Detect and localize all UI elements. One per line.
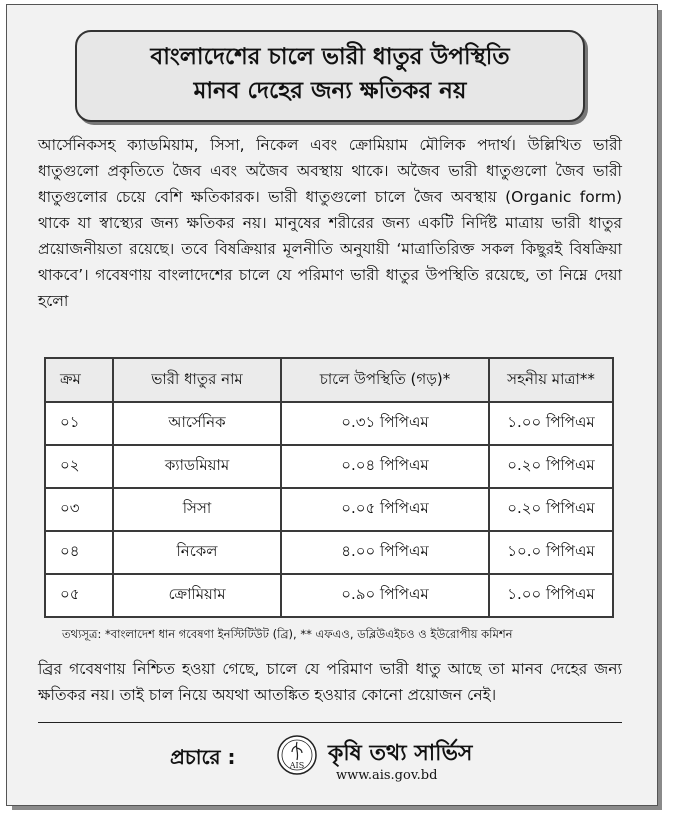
promo-label: প্রচারে : [170,745,236,769]
table-header-row [45,358,613,402]
intro-paragraph: আর্সেনিকসহ ক্যাডমিয়াম, সিসা, নিকেল এবং ক্রোমিয়াম মৌলিক পদার্থ। উল্লিখিত ভারী ধাতুগুলো প্রকৃতিতে জৈব এবং অজৈব অবস্থায় থাকে। অজৈব ভারী ধাতুগুলো জৈব ভারী ধাতুগুলোর চেয়ে বেশি ক্ষতিকারক। ভারী ধাতুগুলো চালে জৈব অবস্থায় (Organic form) থাকে যা স্বাস্থ্যের জন্য ক্ষতিকর নয়। মানুষের শরীরের জন্য একটি নির্দিষ্ট মাত্রায় ভারী ধাতুর প্রয়োজনীয়তা রয়েছে। তবে বিষক্রিয়ার মূলনীতি অনুযায়ী ‘মাত্রাতিরিক্ত সকল কিছুরই বিষক্রিয়া থাকবে’। গবেষণায় বাংলাদেশের চালে যে পরিমাণ ভারী ধাতুর উপস্থিতি রয়েছে, তা নিম্নে দেয়া হলো [38,136,622,310]
header-serial: ক্রম [45,358,113,402]
cell-limit: ০.২০ পিপিএম [489,488,613,531]
cell-limit: ০.২০ পিপিএম [489,445,613,488]
organization-name: কৃষি তথ্য সার্ভিস [328,741,473,766]
header-metal-name: ভারী ধাতুর নাম [113,358,281,402]
header-presence-in-rice: চালে উপস্থিতি (গড়)* [281,358,489,402]
header-tolerable-limit: সহনীয় মাত্রা** [489,358,613,402]
table-row [45,445,613,488]
cell-limit: ১.০০ পিপিএম [489,574,613,617]
headline-line-1: বাংলাদেশের চালে ভারী ধাতুর উপস্থিতি [150,44,510,70]
table-row [45,488,613,531]
table-row [45,402,613,445]
source-note: তথ্যসূত্র: *বাংলাদেশ ধান গবেষণা ইনস্টিটিউট (ব্রি), ** এফএও, ডব্লিউএইচও ও ইউরোপীয় কমিশন [62,627,513,641]
logo-text: AIS [289,761,305,770]
cell-presence: ০.৯০ পিপিএম [281,574,489,617]
cell-presence: ০.০৫ পিপিএম [281,488,489,531]
footer-divider [38,722,622,723]
table-row [45,574,613,617]
heavy-metals-table [44,357,614,618]
headline-box [75,30,585,122]
ais-logo-icon [276,734,318,776]
cell-metal-name: ক্রোমিয়াম [113,574,281,617]
cell-serial: ০৩ [45,488,113,531]
cell-presence: ৪.০০ পিপিএম [281,531,489,574]
cell-serial: ০১ [45,402,113,445]
cell-metal-name: ক্যাডমিয়াম [113,445,281,488]
cell-metal-name: সিসা [113,488,281,531]
cell-metal-name: নিকেল [113,531,281,574]
cell-limit: ১.০০ পিপিএম [489,402,613,445]
cell-presence: ০.০৪ পিপিএম [281,445,489,488]
headline-line-2: মানব দেহের জন্য ক্ষতিকর নয় [193,78,467,104]
website-link[interactable]: www.ais.gov.bd [336,768,438,783]
table-row [45,531,613,574]
cell-serial: ০৫ [45,574,113,617]
conclusion-paragraph: ব্রির গবেষণায় নিশ্চিত হওয়া গেছে, চালে যে পরিমাণ ভারী ধাতু আছে তা মানব দেহের জন্য ক্ষতিকর নয়। তাই চাল নিয়ে অযথা আতঙ্কিত হওয়ার কোনো প্রয়োজন নেই। [38,660,622,704]
cell-presence: ০.৩১ পিপিএম [281,402,489,445]
cell-limit: ১০.০ পিপিএম [489,531,613,574]
cell-serial: ০৪ [45,531,113,574]
cell-metal-name: আর্সেনিক [113,402,281,445]
cell-serial: ০২ [45,445,113,488]
